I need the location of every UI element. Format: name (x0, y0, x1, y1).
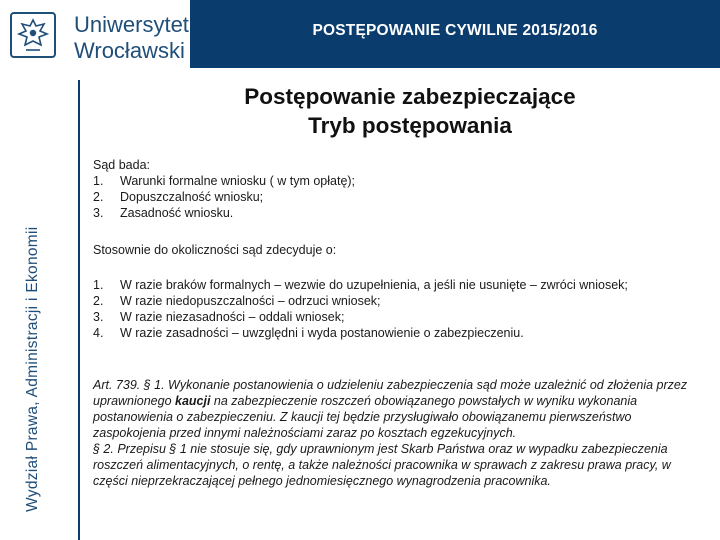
article-paragraph1-start: Art. 739. § 1. Wykonanie postanowienia o udzieleniu zabezpieczenia sąd może uzależnić od złożenia przez uprawnionego (93, 378, 688, 408)
item-number: 4. (93, 326, 104, 340)
university-name-line2: Wrocławski (74, 38, 185, 63)
item-text: Dopuszczalność wniosku; (120, 190, 264, 204)
list-item (93, 173, 355, 189)
item-number: 2. (93, 190, 104, 204)
faculty-name: Wydział Prawa, Administracji i Ekonomii (24, 226, 41, 512)
sidebar-divider (78, 80, 80, 540)
item-text: Zasadność wniosku. (120, 206, 234, 220)
course-title: POSTĘPOWANIE CYWILNE 2015/2016 (312, 22, 598, 39)
item-number: 3. (93, 310, 104, 324)
article-739-text (93, 377, 698, 489)
item-text: W razie zasadności – uwzględni i wyda postanowienie o zabezpieczeniu. (120, 326, 524, 340)
list-item (93, 205, 355, 221)
item-number: 2. (93, 294, 104, 308)
list-item (93, 309, 628, 325)
slide-title-line2: Tryb postępowania (308, 113, 512, 138)
university-logo (8, 8, 193, 64)
university-name-line1: Uniwersytet (74, 12, 189, 37)
section-intro: Sąd bada: (93, 158, 150, 172)
list-item (93, 277, 628, 293)
slide-title (170, 82, 650, 140)
court-decides-intro: Stosownie do okoliczności sąd zdecyduje o: (93, 243, 337, 257)
item-text: W razie niedopuszczalności – odrzuci wniosek; (120, 294, 381, 308)
item-number: 1. (93, 174, 104, 188)
slide-title-line1: Postępowanie zabezpieczające (244, 84, 576, 109)
item-text: W razie niezasadności – oddali wniosek; (120, 310, 345, 324)
item-number: 1. (93, 278, 104, 292)
court-examines-section (93, 157, 355, 221)
item-text: Warunki formalne wniosku ( w tym opłatę); (120, 174, 356, 188)
eagle-crest-icon (10, 12, 56, 58)
list-item (93, 325, 628, 341)
article-paragraph1-end: na zabezpieczenie roszczeń obowiązanego powstałych w wyniku wykonania postanowienia o zabezpieczeniu. Z kaucji tej będzie przysługiwało obowiązanemu pierwszeństwo zaspokojenia przed innymi należnościami zaraz po kosztach egzekucyjnych. (93, 394, 638, 440)
article-paragraph2: § 2. Przepisu § 1 nie stosuje się, gdy uprawnionym jest Skarb Państwa oraz w wypadku zabezpieczenia roszczeń alimentacyjnych, o rentę, a także należności pracownika w sprawach z zakresu prawa pracy, w części nieprzekraczającej pełnego jednomiesięcznego wynagrodzenia pracownika. (93, 442, 671, 488)
item-text: W razie braków formalnych – wezwie do uzupełnienia, a jeśli nie usunięte – zwróci wniosek; (120, 278, 628, 292)
item-number: 3. (93, 206, 104, 220)
list-item (93, 293, 628, 309)
article-keyword-kaucji: kaucji (175, 394, 211, 408)
court-decides-list (93, 277, 628, 341)
list-item (93, 189, 355, 205)
